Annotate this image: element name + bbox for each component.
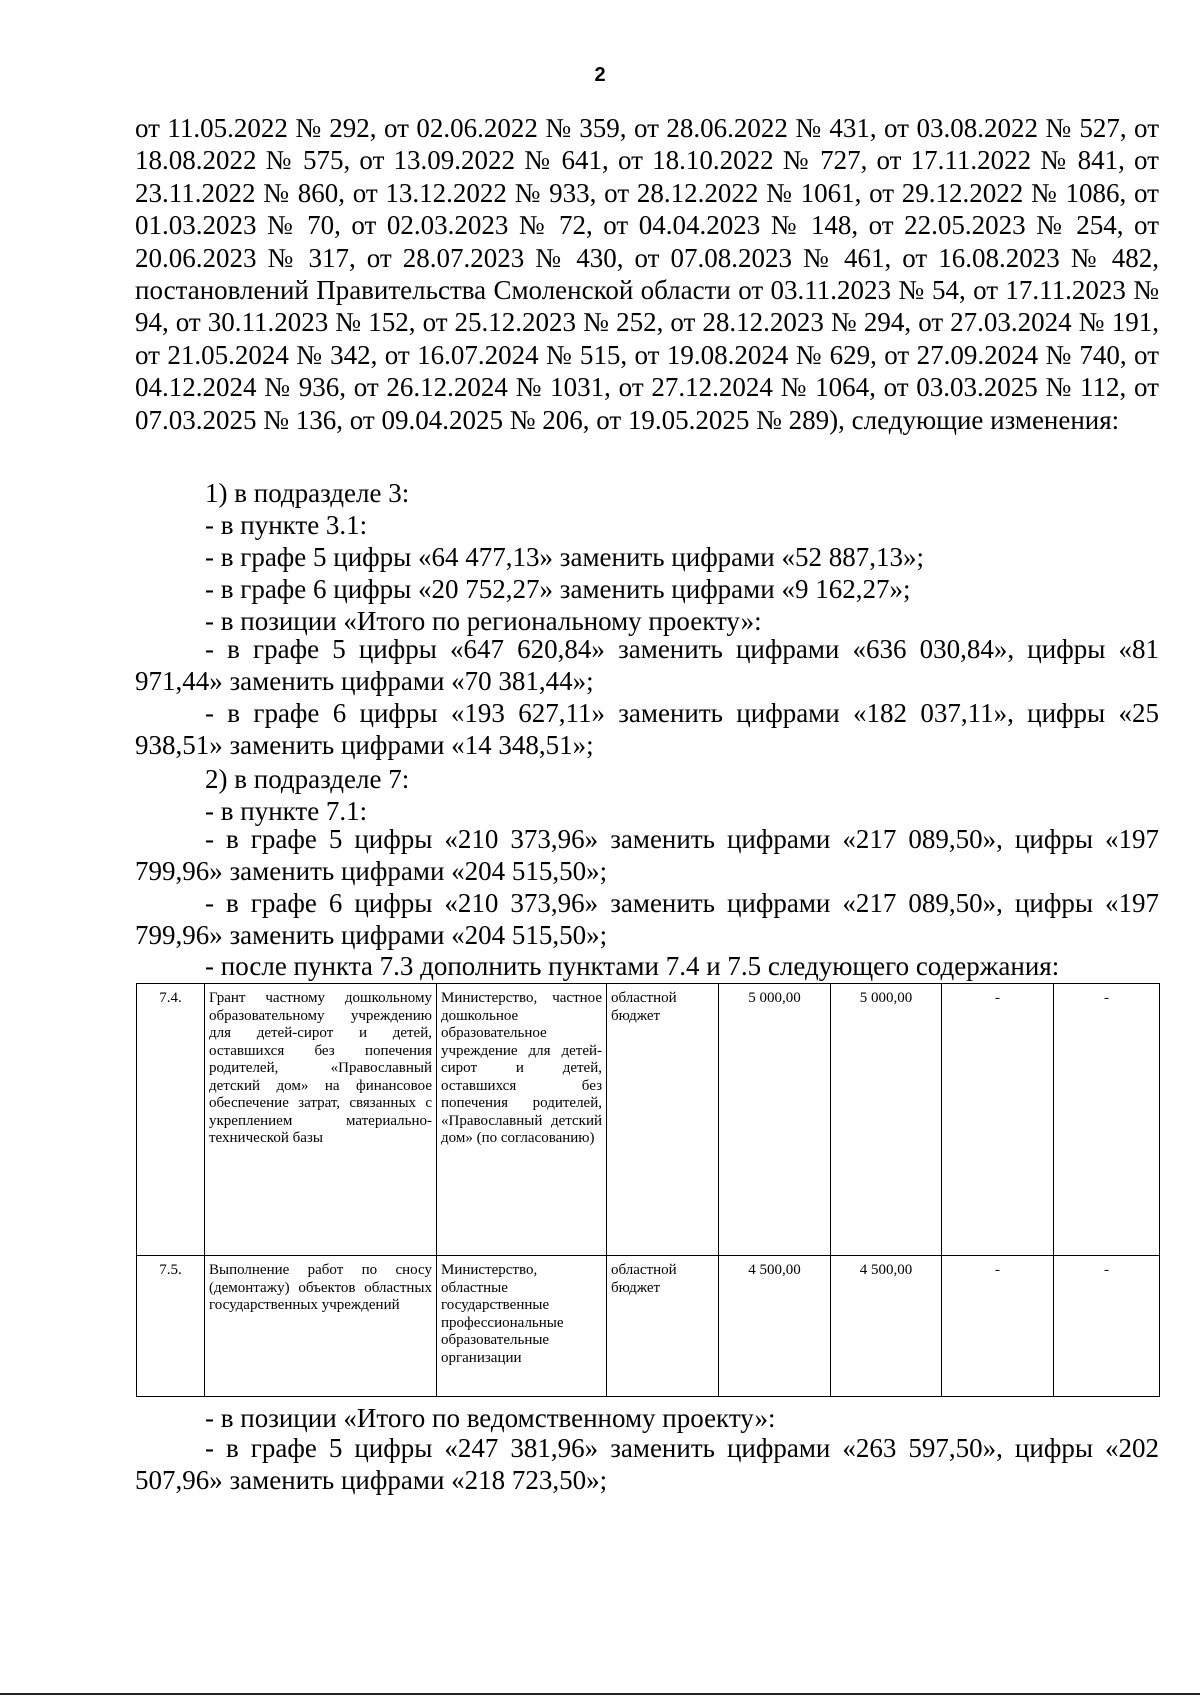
- row-year2: -: [942, 984, 1054, 1256]
- item2-point: - в пункте 7.1:: [205, 796, 368, 826]
- item1-column6: - в графе 6 цифры «20 752,27» заменить цифрами «9 162,27»;: [205, 574, 911, 604]
- item1-column5: - в графе 5 цифры «64 477,13» заменить цифрами «52 887,13»;: [205, 542, 924, 572]
- row-year1: 5 000,00: [831, 984, 942, 1256]
- row-total: 5 000,00: [719, 984, 831, 1256]
- row-source: областной бюджет: [607, 1256, 719, 1397]
- bottom-scan-border: [0, 1693, 1200, 1695]
- row-year3: -: [1054, 984, 1160, 1256]
- item1-heading: 1) в подразделе 3:: [205, 478, 410, 508]
- row-source: областной бюджет: [607, 984, 719, 1256]
- row-year3: -: [1054, 1256, 1160, 1397]
- item1-total-heading: - в позиции «Итого по региональному проекту»:: [205, 606, 762, 636]
- row-executor: Министерство, частное дошкольное образовательное учреждение для детей-сирот и детей, оставшихся без попечения родителей, «Православный детский дом» (по согласованию): [437, 984, 607, 1256]
- table-row: [137, 984, 1160, 1256]
- row-year2: -: [942, 1256, 1054, 1397]
- after-total-column5: - в графе 5 цифры «247 381,96» заменить цифрами «263 597,50», цифры «202 507,96» заменить цифрами «218 723,50»;: [135, 1433, 1159, 1496]
- row-number: 7.5.: [137, 1256, 205, 1397]
- intro-paragraph: от 11.05.2022 № 292, от 02.06.2022 № 359, от 28.06.2022 № 431, от 03.08.2022 № 527, от 18.08.2022 № 575, от 13.09.2022 № 641, от 18.10.2022 № 727, от 17.11.2022 № 841, от 23.11.2022 № 860, от 13.12.2022 № 933, от 28.12.2022 № 1061, от 29.12.2022 № 1086, от 01.03.2023 № 70, от 02.03.2023 № 72, от 04.04.2023 № 148, от 22.05.2023 № 254, от 20.06.2023 № 317, от 28.07.2023 № 430, от 07.08.2023 № 461, от 16.08.2023 № 482, постановлений Правительства Смоленской области от 03.11.2023 № 54, от 17.11.2023 № 94, от 30.11.2023 № 152, от 25.12.2023 № 252, от 28.12.2023 № 294, от 27.03.2024 № 191, от 21.05.2024 № 342, от 16.07.2024 № 515, от 19.08.2024 № 629, от 27.09.2024 № 740, от 04.12.2024 № 936, от 26.12.2024 № 1031, от 27.12.2024 № 1064, от 03.03.2025 № 112, от 07.03.2025 № 136, от 09.04.2025 № 206, от 19.05.2025 № 289), следующие изменения:: [135, 113, 1159, 435]
- item1-total-column6: - в графе 6 цифры «193 627,11» заменить цифрами «182 037,11», цифры «25 938,51» заменить цифрами «14 348,51»;: [135, 698, 1159, 761]
- item2-column5: - в графе 5 цифры «210 373,96» заменить цифрами «217 089,50», цифры «197 799,96» заменить цифрами «204 515,50»;: [135, 824, 1159, 887]
- item1-point: - в пункте 3.1:: [205, 510, 368, 540]
- row-name: Грант частному дошкольному образовательному учреждению для детей-сирот и детей, оставшихся без попечения родителей, «Православный детский дом» на финансовое обеспечение затрат, связанных с укреплением материально-технической базы: [205, 984, 437, 1256]
- after-total-heading: - в позиции «Итого по ведомственному проекту»:: [205, 1403, 776, 1433]
- row-total: 4 500,00: [719, 1256, 831, 1397]
- amendment-table: [136, 983, 1160, 1397]
- page-number: 2: [594, 64, 606, 86]
- item2-column6: - в графе 6 цифры «210 373,96» заменить цифрами «217 089,50», цифры «197 799,96» заменить цифрами «204 515,50»;: [135, 888, 1159, 951]
- row-name: Выполнение работ по сносу (демонтажу) объектов областных государственных учреждений: [205, 1256, 437, 1397]
- item2-addition: - после пункта 7.3 дополнить пунктами 7.4 и 7.5 следующего содержания:: [205, 951, 1060, 981]
- row-year1: 4 500,00: [831, 1256, 942, 1397]
- table-row: [137, 1256, 1160, 1397]
- row-number: 7.4.: [137, 984, 205, 1256]
- item1-total-column5: - в графе 5 цифры «647 620,84» заменить цифрами «636 030,84», цифры «81 971,44» заменить цифрами «70 381,44»;: [135, 634, 1159, 697]
- item2-heading: 2) в подразделе 7:: [205, 764, 410, 794]
- row-executor: Министерство, областные государственные профессиональные образовательные организации: [437, 1256, 607, 1397]
